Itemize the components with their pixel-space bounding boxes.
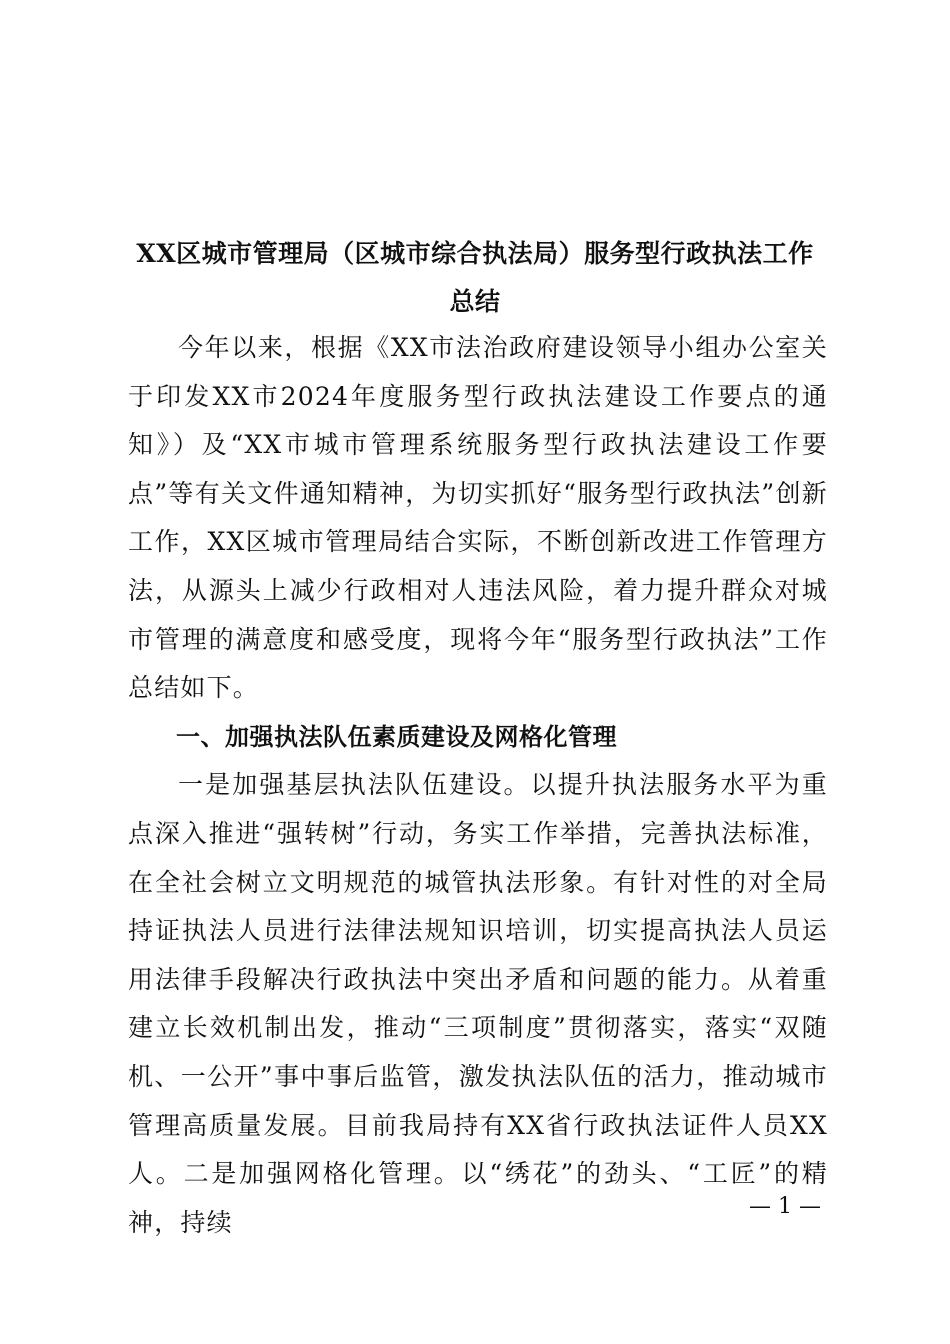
document-title: XX区城市管理局（区城市综合执法局）服务型行政执法工作总结 bbox=[136, 239, 814, 316]
page-number: — 1 — bbox=[749, 1194, 821, 1219]
section-heading: 一、加强执法队伍素质建设及网格化管理 bbox=[176, 722, 617, 751]
section-paragraph: 一是加强基层执法队伍建设。以提升执法服务水平为重点深入推进“强转树”行动，务实工作举措，完善执法标准，在全社会树立文明规范的城管执法形象。有针对性的对全局持证执法人员进行法律法规知识培训，切实提高执法人员运用法律手段解决行政执法中突出矛盾和问题的能力。从着重建立长效机制出发，推动“三项制度”贯彻落实，落实“双随机、一公开”事中事后监管，激发执法队伍的活力，推动城市管理高质量发展。目前我局持有XX省行政执法证件人员XX人。二是加强网格化管理。以“绣花”的劲头、“工匠”的精神，持续 bbox=[128, 770, 828, 1237]
document-body bbox=[128, 324, 828, 1247]
intro-paragraph: 今年以来，根据《XX市法治政府建设领导小组办公室关于印发XX市2024年度服务型行政执法建设工作要点的通知》）及“XX市城市管理系统服务型行政执法建设工作要点”等有关文件通知精神，为切实抓好“服务型行政执法”创新工作，XX区城市管理局结合实际，不断创新改进工作管理方法，从源头上减少行政相对人违法风险，着力提升群众对城市管理的满意度和感受度，现将今年“服务型行政执法”工作总结如下。 bbox=[128, 333, 828, 703]
